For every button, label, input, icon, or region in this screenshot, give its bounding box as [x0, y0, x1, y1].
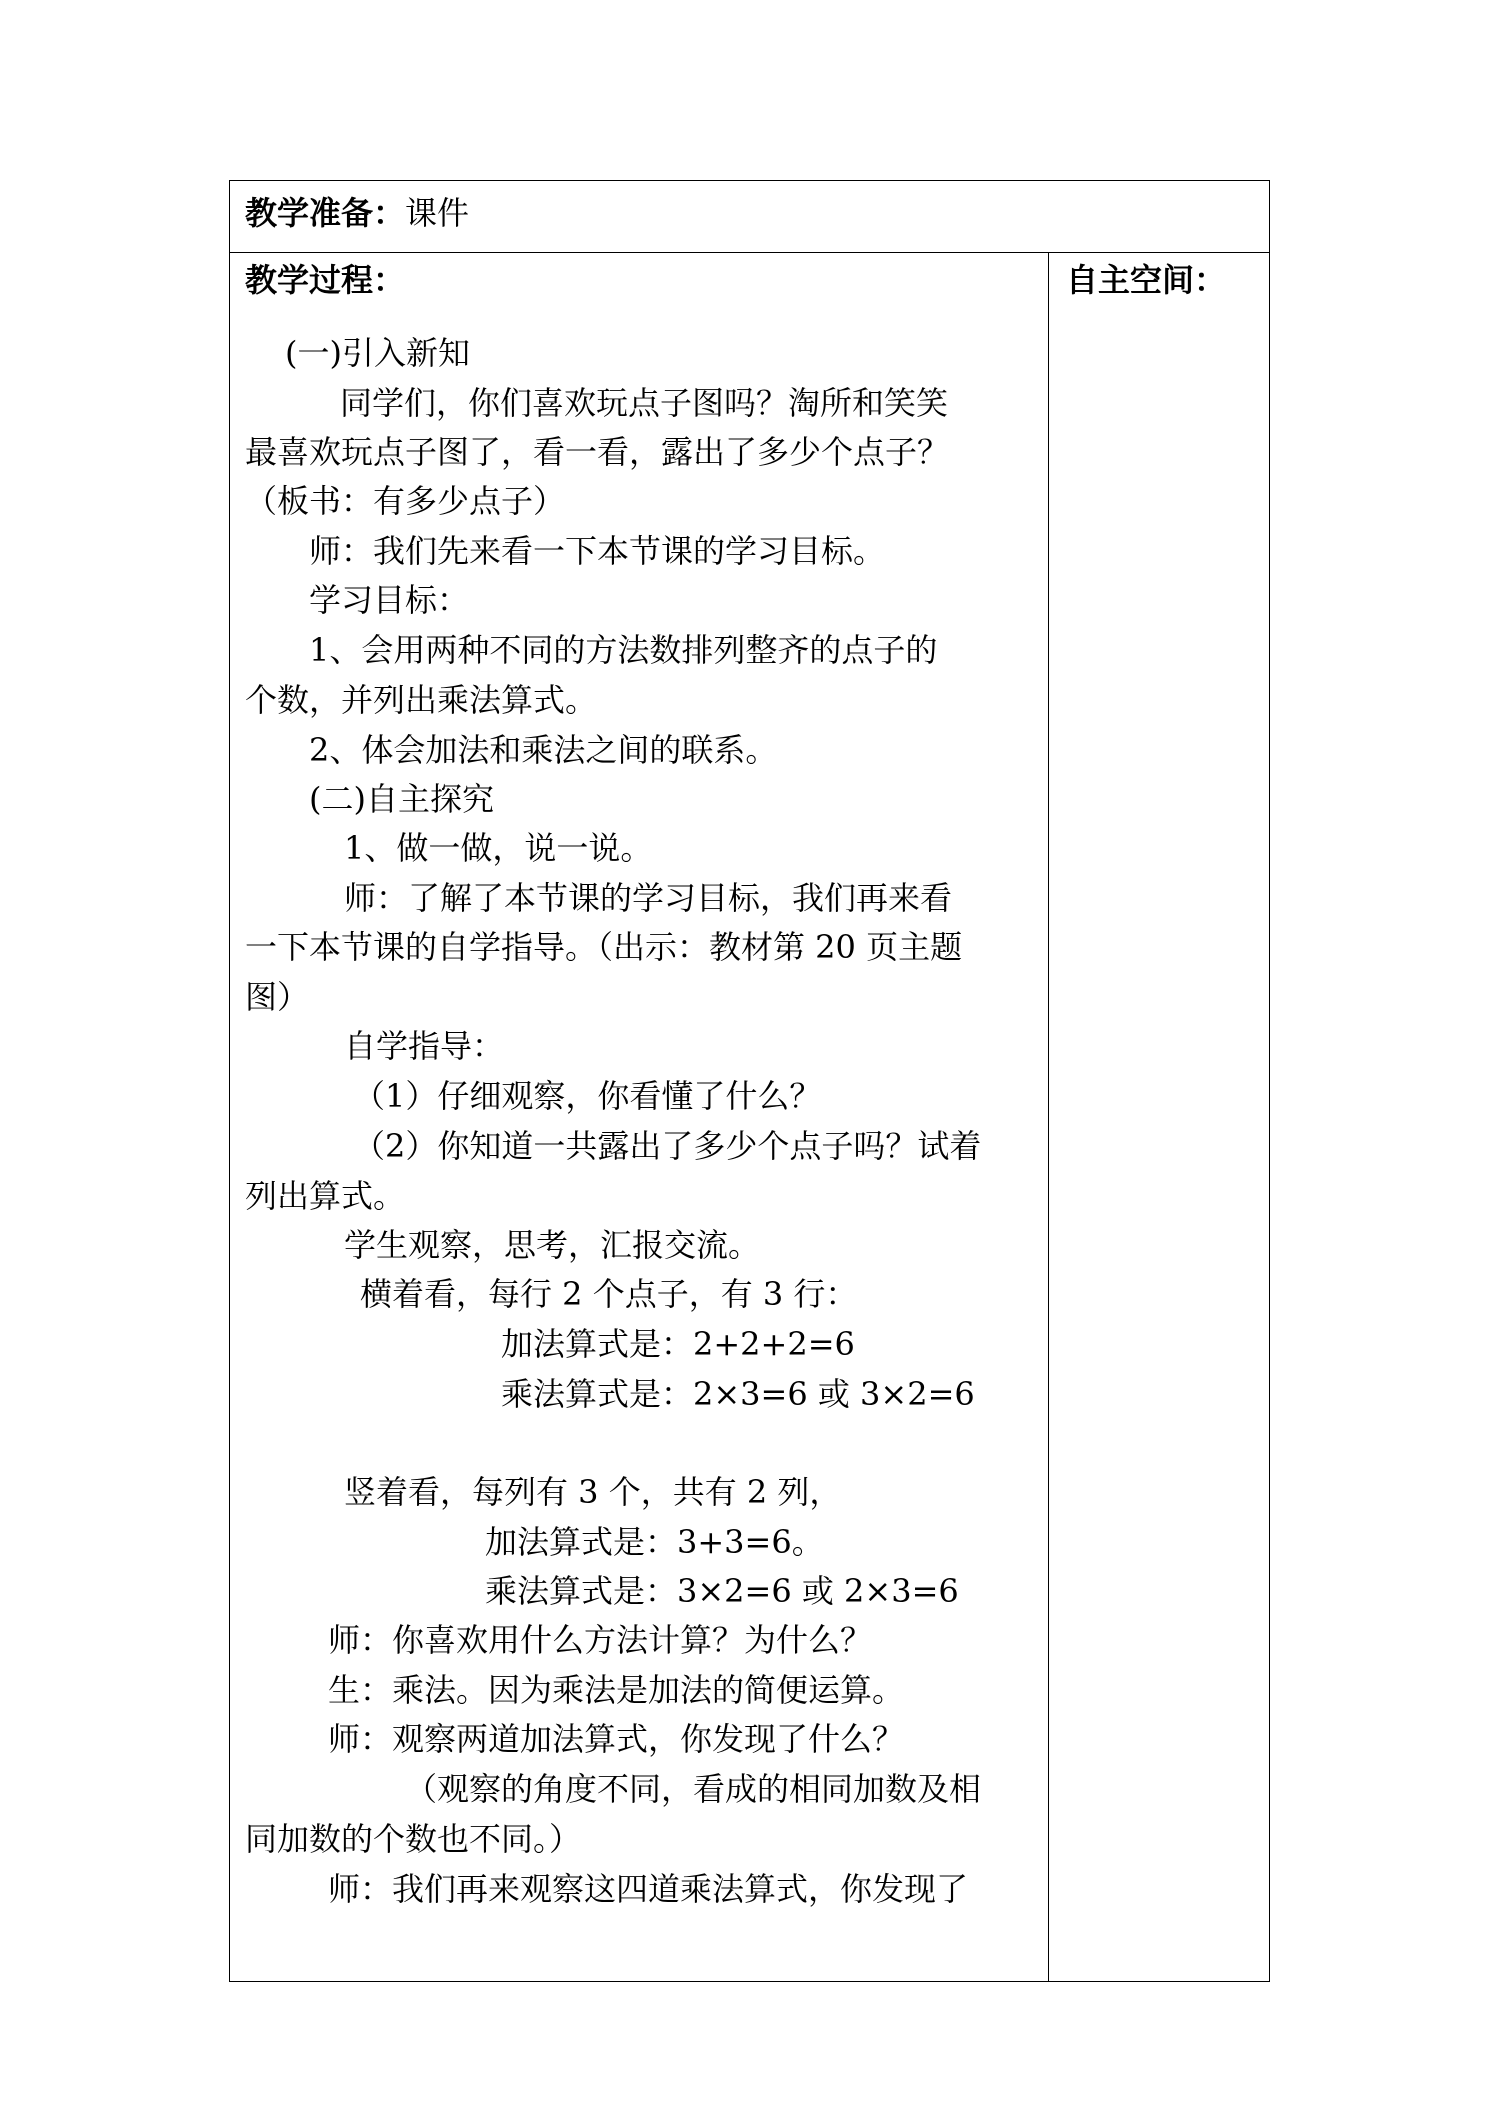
paragraph-line: 加法算式是：3+3=6。 [485, 1523, 824, 1561]
paragraph-line: 个数，并列出乘法算式。 [245, 681, 598, 719]
lesson-plan-table [229, 180, 1270, 1982]
column-divider [1048, 253, 1049, 1981]
paragraph-line: 2、体会加法和乘法之间的联系。 [309, 731, 778, 769]
paragraph-line: (一)引入新知 [285, 334, 470, 372]
paragraph-line: (二)自主探究 [309, 780, 494, 818]
paragraph-line: 同学们，你们喜欢玩点子图吗？淘所和笑笑 [340, 384, 949, 422]
teaching-preparation-label: 教学准备： [245, 194, 406, 232]
paragraph-line: （2）你知道一共露出了多少个点子吗？试着 [353, 1127, 982, 1165]
paragraph-line: 师：我们再来观察这四道乘法算式，你发现了 [328, 1870, 969, 1908]
paragraph-line: 1、做一做，说一说。 [344, 829, 653, 867]
teaching-preparation [245, 188, 469, 238]
paragraph-line: 乘法算式是：2×3=6 或 3×2=6 [501, 1375, 975, 1413]
paragraph-line: 师：你喜欢用什么方法计算？为什么？ [328, 1621, 873, 1659]
paragraph-line: 竖着看，每列有 3 个，共有 2 列， [344, 1473, 842, 1511]
paragraph-line: 列出算式。 [245, 1177, 406, 1215]
paragraph-line: 最喜欢玩点子图了，看一看，露出了多少个点子？ [245, 433, 950, 471]
teaching-preparation-value: 课件 [405, 194, 470, 232]
paragraph-line: 学生观察，思考，汇报交流。 [344, 1226, 761, 1264]
paragraph-line: 1、会用两种不同的方法数排列整齐的点子的 [309, 631, 938, 669]
paragraph-line: 师：了解了本节课的学习目标，我们再来看 [344, 879, 953, 917]
paragraph-line: 师：观察两道加法算式，你发现了什么？ [328, 1720, 905, 1758]
paragraph-line: 学习目标： [309, 581, 470, 619]
independent-space-label: 自主空间： [1066, 261, 1227, 299]
paragraph-line: （观察的角度不同，看成的相同加数及相 [405, 1770, 982, 1808]
paragraph-line: 加法算式是：2+2+2=6 [501, 1325, 855, 1363]
paragraph-line: （1）仔细观察，你看懂了什么？ [353, 1077, 822, 1115]
paragraph-line: 同加数的个数也不同。） [245, 1820, 582, 1858]
paragraph-line: 横着看，每行 2 个点子，有 3 行： [360, 1275, 858, 1313]
paragraph-line: 一下本节课的自学指导。（出示：教材第 20 页主题 [245, 928, 963, 966]
teaching-process-row [230, 253, 1269, 1981]
teaching-preparation-row [230, 181, 1269, 253]
teaching-process-label: 教学过程： [245, 261, 406, 299]
paragraph-line: 师：我们先来看一下本节课的学习目标。 [309, 532, 886, 570]
paragraph-line: （板书：有多少点子） [245, 482, 566, 520]
paragraph-line: 生：乘法。因为乘法是加法的简便运算。 [328, 1671, 905, 1709]
paragraph-line: 图） [245, 978, 310, 1016]
paragraph-line: 自学指导： [344, 1027, 505, 1065]
paragraph-line: 乘法算式是：3×2=6 或 2×3=6 [485, 1572, 959, 1610]
